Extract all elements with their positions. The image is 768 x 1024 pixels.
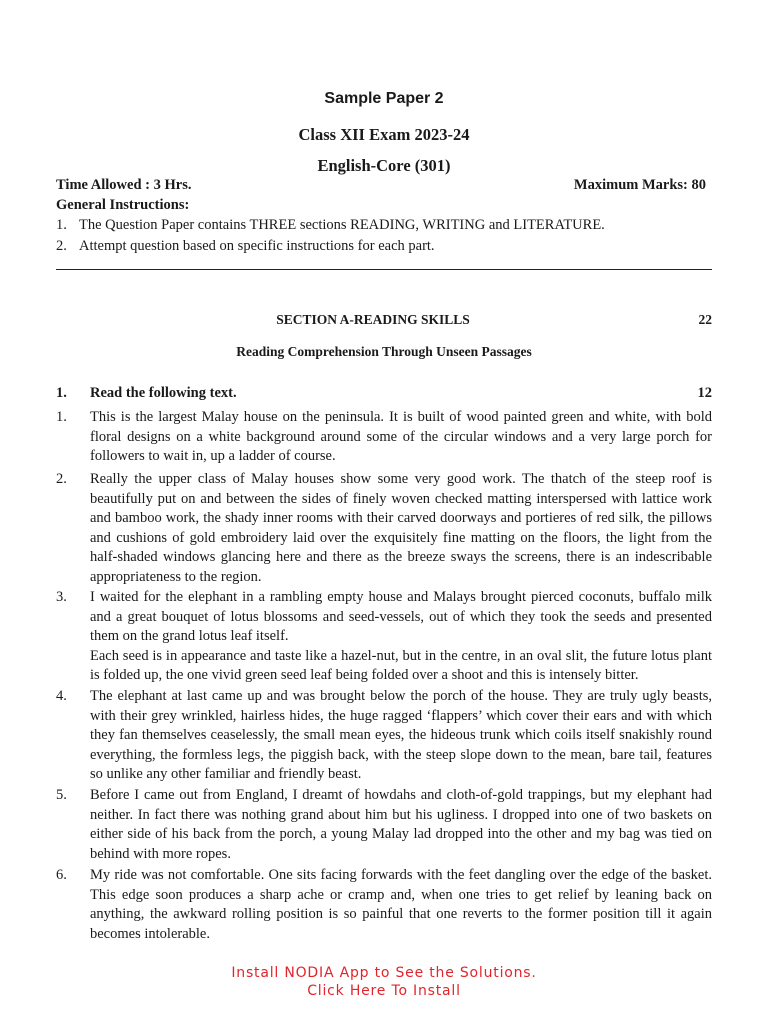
passage-paragraph [56, 588, 712, 686]
section-subtitle: Reading Comprehension Through Unseen Passages [236, 344, 532, 359]
paragraph-number: 4. [56, 688, 67, 704]
paragraph-number: 3. [56, 589, 67, 605]
install-app-banner[interactable] [0, 964, 768, 1000]
instructions-heading: General Instructions: [56, 197, 190, 213]
passage-paragraph [56, 687, 712, 785]
install-app-link[interactable]: Install NODIA App to See the Solutions. [231, 965, 537, 981]
instruction-text: Attempt question based on specific instructions for each part. [79, 238, 435, 254]
paragraph-number: 6. [56, 867, 67, 883]
paragraph-text [90, 687, 712, 785]
passage-paragraph [56, 470, 712, 588]
subject-name: English-Core (301) [317, 156, 451, 175]
paper-page [56, 0, 712, 1024]
paragraph-text [90, 408, 712, 467]
horizontal-divider [56, 269, 712, 270]
question-marks: 12 [697, 385, 712, 401]
paper-title: Sample Paper 2 [324, 90, 444, 107]
paragraph-number: 5. [56, 787, 67, 803]
instruction-number: 2. [56, 238, 67, 254]
paragraph-line: Before I came out from England, I dreamt of howdahs and cloth-of-gold trappings, but my elephant had neither. In fact there was nothing grand about him but his ugliness. I dropped into one of two baskets on either side of his back from the porch, a young Malay lad dropped into the other and my bag was tied on behind with more ropes. [90, 787, 712, 862]
passage-paragraph [56, 866, 712, 944]
section-title: SECTION A-READING SKILLS [276, 312, 470, 327]
paragraph-line: Really the upper class of Malay houses show some very good work. The thatch of the steep roof is beautifully put on and between the sides of finely woven checked matting interspersed with lattice work and bamboo work, the shady inner rooms with their carved doorways and portieres of red silk, the pillows and cushions of gold embroidery laid over the exquisitely fine matting on the floors, the light from the half-shaded windows glancing here and there as the breeze sways the screens, there is an indescribable appropriateness to the region. [90, 471, 712, 585]
paragraph-text [90, 470, 712, 588]
paragraph-line: My ride was not comfortable. One sits facing forwards with the feet dangling over the edge of the basket. This edge soon produces a sharp ache or cramp and, when one tries to get relief by leaning back on anything, the awkward rolling position is so painful that one reverts to the former position till it again becomes intolerable. [90, 867, 712, 942]
instruction-number: 1. [56, 217, 67, 233]
section-marks: 22 [698, 312, 712, 327]
maximum-marks: Maximum Marks: 80 [573, 177, 706, 193]
click-here-install-link[interactable]: Click Here To Install [307, 983, 461, 999]
instruction-text: The Question Paper contains THREE sections READING, WRITING and LITERATURE. [79, 217, 605, 233]
paragraph-number: 2. [56, 471, 67, 487]
passage-paragraph [56, 786, 712, 864]
paragraph-text [90, 866, 712, 944]
paragraph-text [90, 786, 712, 864]
paragraph-line: I waited for the elephant in a rambling empty house and Malays brought pierced coconuts, buffalo milk and a great bouquet of lotus blossoms and seed-vessels, out of which they took the seeds and presented them on the grand lotus leaf itself. [90, 589, 712, 645]
time-allowed: Time Allowed : 3 Hrs. [56, 177, 192, 193]
passage-paragraph [56, 408, 712, 467]
paragraph-line: The elephant at last came up and was brought below the porch of the house. They are truly ugly beasts, with their grey wrinkled, hairless hides, the huge ragged ‘flappers’ which cover their ears and with which they fan themselves ceaselessly, the small mean eyes, the hideous trunk which coils itself snakishly round everything, the formless legs, the piggish back, with the steep slope down to the mean, bare tail, features so unlike any other familiar and friendly beast. [90, 688, 712, 783]
paragraph-line: This is the largest Malay house on the peninsula. It is built of wood painted green and white, with bold floral designs on a white background around some of the circular windows and a very large porch for followers to wait in, up a ladder of course. [90, 409, 712, 465]
exam-name: Class XII Exam 2023-24 [298, 125, 470, 144]
question-text: Read the following text. [90, 385, 237, 401]
paragraph-text [90, 588, 712, 686]
paragraph-number: 1. [56, 409, 67, 425]
question-number: 1. [56, 385, 67, 401]
paragraph-line: Each seed is in appearance and taste like a hazel-nut, but in the centre, in an oval slit, the future lotus plant is folded up, the one vivid green seed leaf being folded over a shoot and this is intensely bitter. [90, 647, 712, 684]
